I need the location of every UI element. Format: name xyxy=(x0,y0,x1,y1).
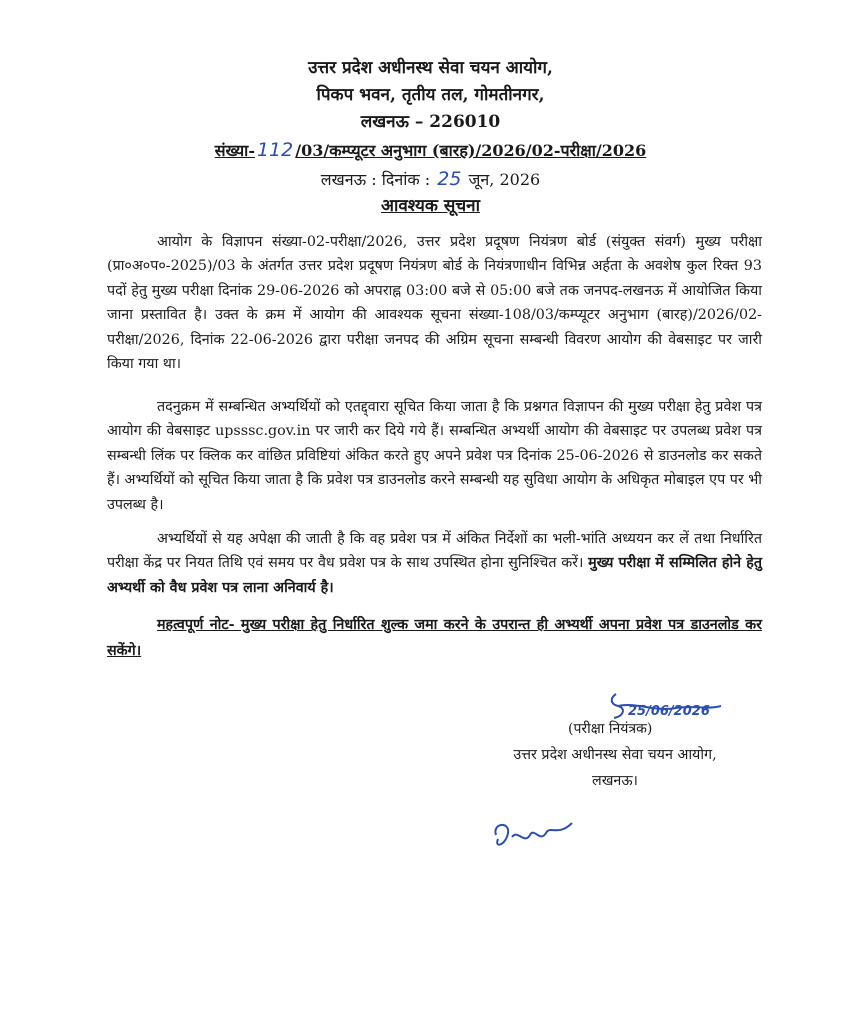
header-org-name: उत्तर प्रदेश अधीनस्थ सेवा चयन आयोग, xyxy=(308,58,553,78)
date-handwritten-day: 25 xyxy=(437,168,462,190)
date-prefix: लखनऊ : दिनांक : xyxy=(320,170,431,189)
paragraph-1 xyxy=(107,230,762,376)
header-city-pin: लखनऊ – 226010 xyxy=(360,112,501,132)
signer-org-line2: लखनऊ। xyxy=(592,773,638,789)
header-address: पिकप भवन, तृतीय तल, गोमतीनगर, xyxy=(316,85,545,105)
reference-prefix: संख्या- xyxy=(214,141,255,160)
date-suffix: जून, 2026 xyxy=(468,170,541,189)
reference-suffix: /03/कम्प्यूटर अनुभाग (बारह)/2026/02-परीक्षा/2026 xyxy=(295,141,647,160)
important-note-text: महत्वपूर्ण नोट- मुख्य परीक्षा हेतु निर्धारित शुल्क जमा करने के उपरान्त ही अभ्यर्थी अपना प्रवेश पत्र डाउनलोड कर सकेंगे। xyxy=(107,617,762,659)
paragraph-3-text xyxy=(107,527,762,600)
paragraph-3-body: अभ्यर्थियों से यह अपेक्षा की जाती है कि वह प्रवेश पत्र में अंकित निर्देशों का भली-भांति अध्ययन कर लें तथा निर्धारित परीक्षा केंद्र पर नियत तिथि एवं समय पर वैध प्रवेश पत्र के साथ उपस्थित होना सुनिश्चित करें। xyxy=(107,531,762,572)
subject-heading xyxy=(0,193,861,219)
paragraph-3 xyxy=(107,527,762,600)
date-line xyxy=(0,166,861,193)
paragraph-3-bold: मुख्य परीक्षा में सम्मिलित होने हेतु अभ्यर्थी को वैध प्रवेश पत्र लाना अनिवार्य है। xyxy=(107,555,762,596)
important-note xyxy=(107,612,762,664)
signature-handwritten-date: 25/06/2026 xyxy=(628,704,710,719)
reference-number xyxy=(0,137,861,164)
paragraph-2-text: तदनुक्रम में सम्बन्धित अभ्यर्थियों को एतद्द्वारा सूचित किया जाता है कि प्रश्नगत विज्ञापन की मुख्य परीक्षा हेतु प्रवेश पत्र आयोग की वेबसाइट upsssc.gov.in पर जारी कर दिये गये हैं। सम्बन्धित अभ्यर्थी आयोग की वेबसाइट पर उपलब्ध प्रवेश पत्र सम्बन्धी लिंक पर क्लिक कर वांछित प्रविष्टियां अंकित करते हुए अपने प्रवेश पत्र दिनांक 25-06-2026 से डाउनलोड कर सकते हैं। अभ्यर्थियों को सूचित किया जाता है कि प्रवेश पत्र डाउनलोड करने सम्बन्धी यह सुविधा आयोग के अधिकृत मोबाइल एप पर भी उपलब्ध है। xyxy=(107,399,762,513)
paragraph-2 xyxy=(107,395,762,517)
signer-org-line1: उत्तर प्रदेश अधीनस्थ सेवा चयन आयोग, xyxy=(513,747,717,763)
subject-text: आवश्यक सूचना xyxy=(380,196,480,216)
signer-designation: (परीक्षा नियंत्रक) xyxy=(568,721,653,737)
paragraph-1-text: आयोग के विज्ञापन संख्या-02-परीक्षा/2026, उत्तर प्रदेश प्रदूषण नियंत्रण बोर्ड (संयुक्त संवर्ग) मुख्य परीक्षा (प्रा०अ०प०-2025)/03 के अंतर्गत उत्तर प्रदेश प्रदूषण नियंत्रण बोर्ड के नियंत्रणाधीन विभिन्न अर्हता के अवशेष कुल रिक्त 93 पदों हेतु मुख्य परीक्षा दिनांक 29-06-2026 को अपराह्न 03:00 बजे से 05:00 बजे तक जनपद-लखनऊ में आयोजित किया जाना प्रस्तावित है। उक्त के क्रम में आयोग की आवश्यक सूचना संख्या-108/03/कम्प्यूटर अनुभाग (बारह)/2026/02-परीक्षा/2026, दिनांक 22-06-2026 द्वारा परीक्षा जनपद की अग्रिम सूचना सम्बन्धी विवरण आयोग की वेबसाइट पर जारी किया गया था। xyxy=(107,234,762,373)
initials-scribble-icon xyxy=(488,815,578,855)
reference-handwritten-number: 112 xyxy=(256,139,294,161)
